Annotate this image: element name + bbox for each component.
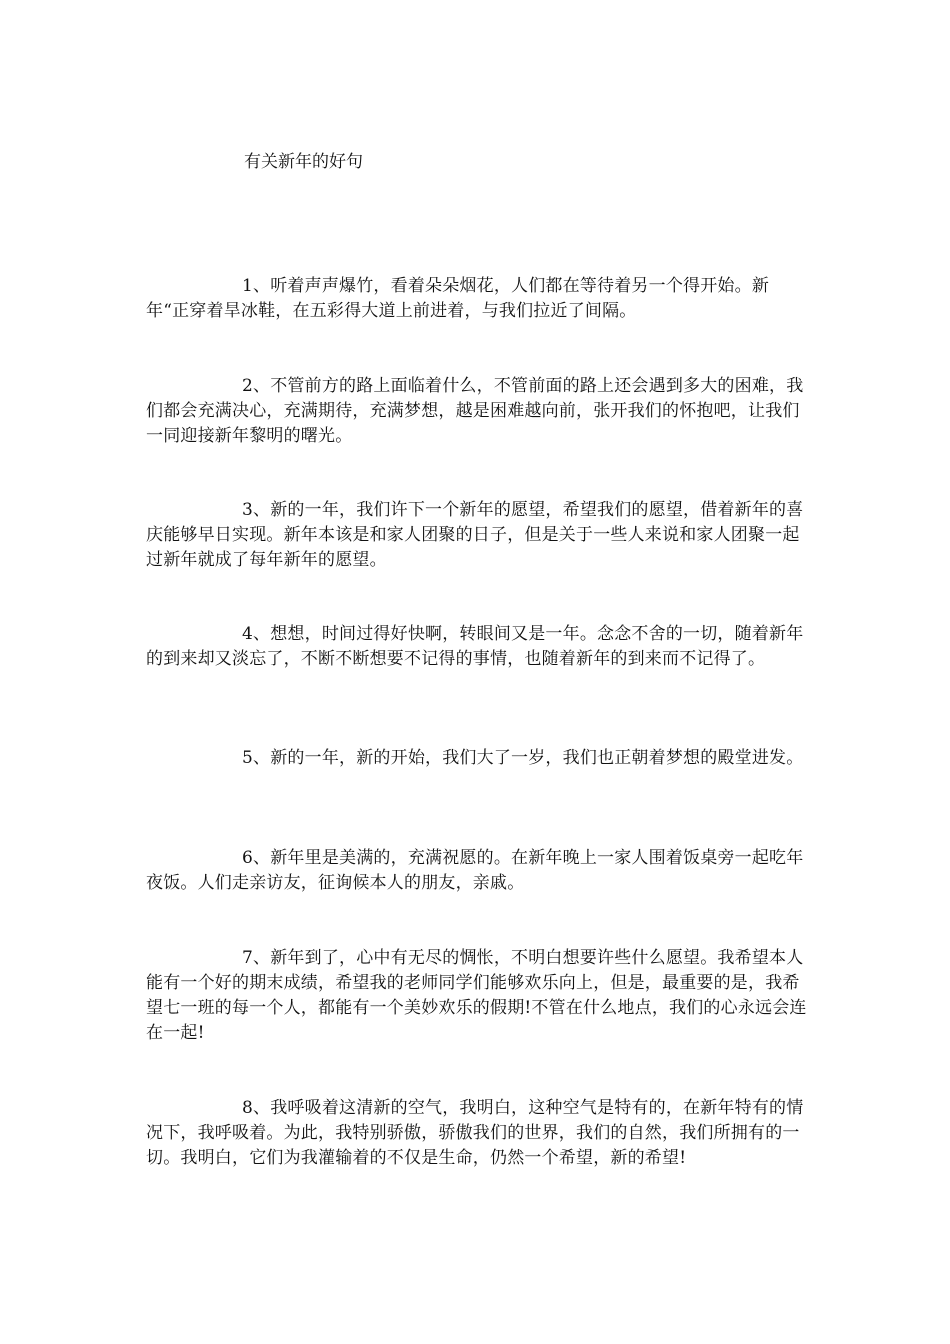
paragraph-2: 2、不管前方的路上面临着什么，不管前面的路上还会遇到多大的困难，我们都会充满决心，充满期待，充满梦想，越是困难越向前，张开我们的怀抱吧，让我们一同迎接新年黎明的曙光。	[146, 376, 804, 446]
paragraph-1: 1、听着声声爆竹，看着朵朵烟花，人们都在等待着另一个得开始。新年“正穿着旱冰鞋，在五彩得大道上前进着，与我们拉近了间隔。	[146, 276, 770, 321]
paragraph-4: 4、想想，时间过得好快啊，转眼间又是一年。念念不舍的一切，随着新年的到来却又淡忘了，不断不断想要不记得的事情，也随着新年的到来而不记得了。	[146, 624, 804, 669]
paragraph-8: 8、我呼吸着这清新的空气，我明白，这种空气是特有的，在新年特有的情况下，我呼吸着。为此，我特别骄傲，骄傲我们的世界，我们的自然，我们所拥有的一切。我明白，它们为我灌输着的不仅是生命，仍然一个希望，新的希望!	[146, 1098, 804, 1168]
paragraph-5: 5、新的一年，新的开始，我们大了一岁，我们也正朝着梦想的殿堂进发。	[242, 748, 804, 768]
paragraph-6: 6、新年里是美满的，充满祝愿的。在新年晚上一家人围着饭桌旁一起吃年夜饭。人们走亲访友，征询候本人的朋友，亲戚。	[146, 848, 804, 893]
document-title: 有关新年的好句	[244, 152, 363, 172]
paragraph-3: 3、新的一年，我们许下一个新年的愿望，希望我们的愿望，借着新年的喜庆能够早日实现。新年本该是和家人团聚的日子，但是关于一些人来说和家人团聚一起过新年就成了每年新年的愿望。	[146, 500, 804, 570]
paragraph-7: 7、新年到了，心中有无尽的惆怅，不明白想要许些什么愿望。我希望本人能有一个好的期末成绩，希望我的老师同学们能够欢乐向上，但是，最重要的是，我希望七一班的每一个人，都能有一个美妙欢乐的假期!不管在什么地点，我们的心永远会连在一起!	[146, 948, 807, 1043]
